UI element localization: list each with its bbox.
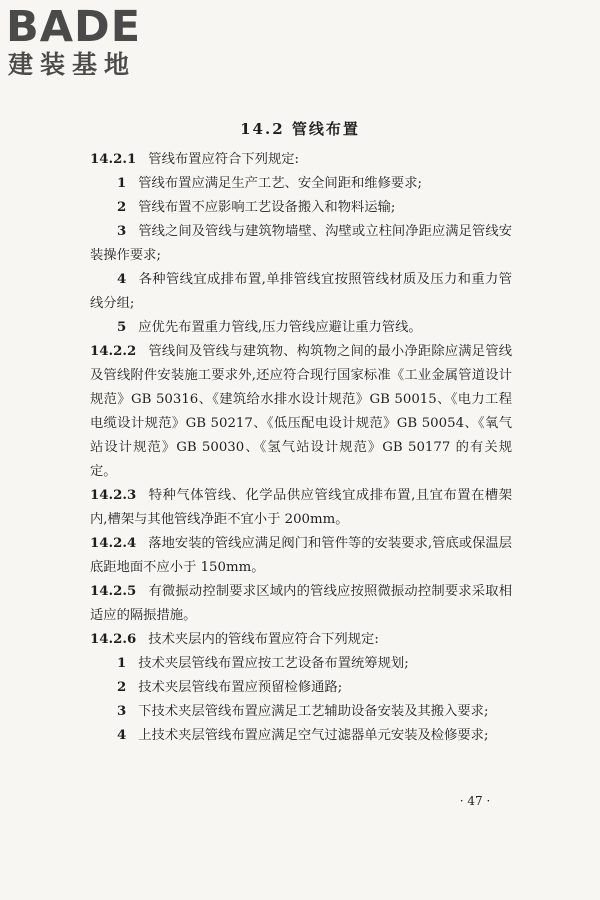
- item-number: 3: [117, 224, 127, 239]
- list-item: [90, 268, 512, 316]
- item-text: 管线之间及管线与建筑物墙壁、沟壁或立柱间净距应满足管线安装操作要求;: [90, 224, 512, 263]
- section-title: 14.2 管线布置: [240, 120, 360, 138]
- clause-text: 管线布置应符合下列规定:: [148, 152, 300, 167]
- logo-subtitle: 建装基地: [8, 50, 137, 79]
- clause-14-2-3: [90, 484, 512, 532]
- clause-text: 管线间及管线与建筑物、构筑物之间的最小净距除应满足管线及管线附件安装施工要求外,还应符合现行国家标准《工业金属管道设计规范》GB 50316、《建筑给水排水设计规范》GB 50015、《电力工程电缆设计规范》GB 50217、《低压配电设计规范》GB 50054、《氧气站设计规范》GB 50030、《氢气站设计规范》GB 50177 的有关规定。: [90, 344, 512, 479]
- item-text: 技术夹层管线布置应按工艺设备布置统筹规划;: [138, 656, 409, 671]
- clause-14-2-1: [90, 148, 512, 172]
- clause-text: 有微振动控制要求区域内的管线应按照微振动控制要求采取相适应的隔振措施。: [90, 584, 512, 623]
- clause-14-2-2: [90, 340, 512, 484]
- list-item: [90, 652, 512, 676]
- item-number: 4: [117, 272, 127, 287]
- clause-number: 14.2.6: [90, 632, 137, 647]
- clause-number: 14.2.5: [90, 584, 137, 599]
- list-item: [90, 172, 512, 196]
- item-text: 管线布置不应影响工艺设备搬入和物料运输;: [138, 200, 396, 215]
- item-text: 应优先布置重力管线,压力管线应避让重力管线。: [138, 320, 422, 335]
- list-item: [90, 196, 512, 220]
- clause-number: 14.2.4: [90, 536, 137, 551]
- clause-14-2-5: [90, 580, 512, 628]
- item-text: 下技术夹层管线布置应满足工艺辅助设备安装及其搬入要求;: [138, 704, 489, 719]
- list-item: [90, 676, 512, 700]
- item-text: 管线布置应满足生产工艺、安全间距和维修要求;: [138, 176, 422, 191]
- item-number: 2: [117, 680, 127, 695]
- clause-number: 14.2.1: [90, 152, 137, 167]
- item-text: 上技术夹层管线布置应满足空气过滤器单元安装及检修要求;: [138, 728, 489, 743]
- item-number: 3: [117, 704, 127, 719]
- item-number: 1: [117, 656, 127, 671]
- logo-wordmark: BADE: [6, 2, 142, 52]
- clause-14-2-6: [90, 628, 512, 652]
- clause-14-2-4: [90, 532, 512, 580]
- item-number: 1: [117, 176, 127, 191]
- list-item: [90, 724, 512, 748]
- clause-number: 14.2.3: [90, 488, 137, 503]
- document-body: [90, 148, 512, 748]
- bade-logo: [6, 4, 141, 80]
- item-number: 5: [117, 320, 127, 335]
- page-number: · 47 ·: [459, 794, 491, 808]
- clause-text: 落地安装的管线应满足阀门和管件等的安装要求,管底或保温层底距地面不应小于 150mm。: [90, 536, 512, 575]
- clause-text: 技术夹层内的管线布置应符合下列规定:: [148, 632, 379, 647]
- list-item: [90, 700, 512, 724]
- list-item: [90, 220, 512, 268]
- item-text: 技术夹层管线布置应预留检修通路;: [138, 680, 343, 695]
- list-item: [90, 316, 512, 340]
- item-number: 4: [117, 728, 127, 743]
- clause-text: 特种气体管线、化学品供应管线宜成排布置,且宜布置在槽架内,槽架与其他管线净距不宜小于 200mm。: [90, 488, 512, 527]
- item-number: 2: [117, 200, 127, 215]
- item-text: 各种管线宜成排布置,单排管线宜按照管线材质及压力和重力管线分组;: [90, 272, 512, 311]
- clause-number: 14.2.2: [90, 344, 137, 359]
